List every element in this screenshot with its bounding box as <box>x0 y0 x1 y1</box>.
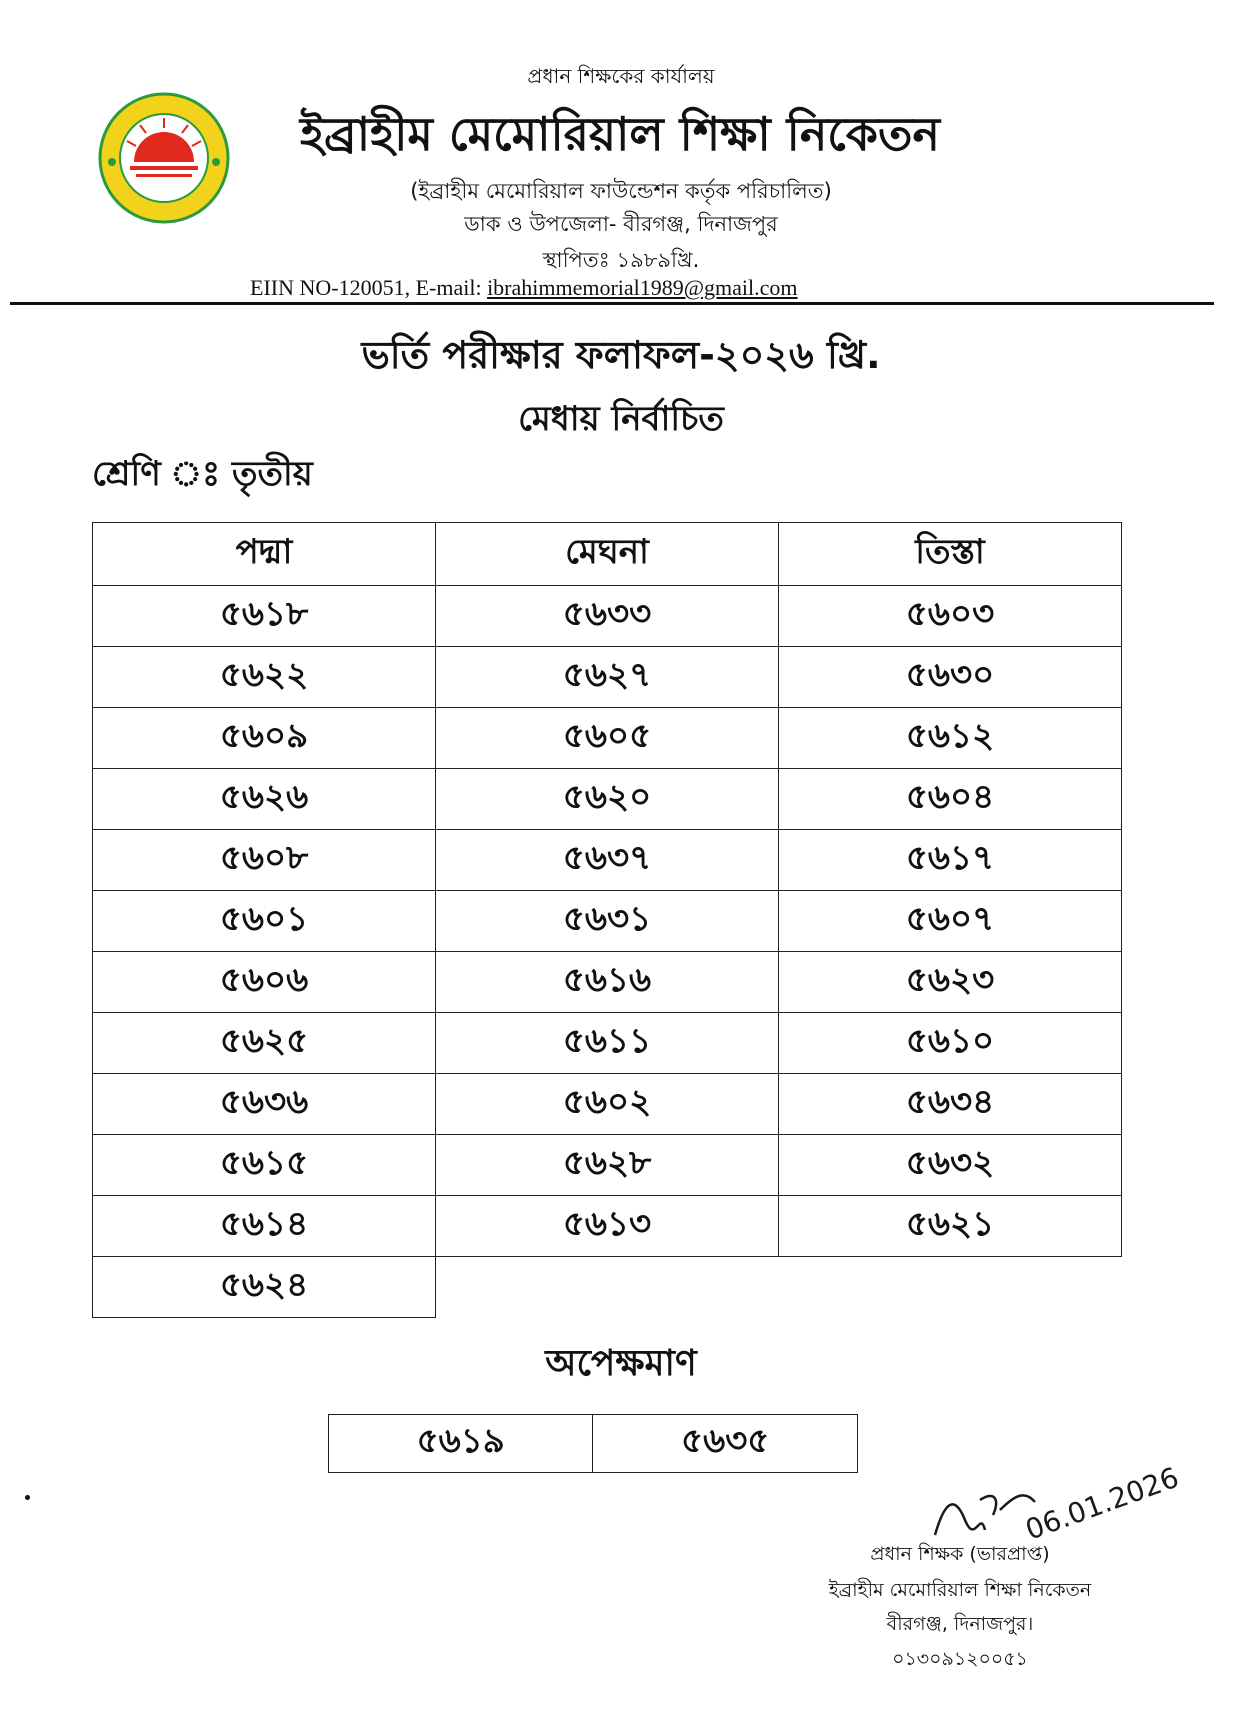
header-divider <box>10 302 1214 305</box>
roll-number-cell: ৫৬২৭ <box>436 647 779 708</box>
empty-cell <box>436 1257 779 1318</box>
table-row <box>93 1257 1122 1318</box>
waiting-cell: ৫৬১৯ <box>329 1415 593 1473</box>
signatory-phone: ০১৩০৯১২০০৫১ <box>892 1648 1028 1670</box>
roll-number-cell: ৫৬২৮ <box>436 1135 779 1196</box>
roll-number-cell: ৫৬২০ <box>436 769 779 830</box>
roll-number-cell: ৫৬১৪ <box>93 1196 436 1257</box>
column-header: তিস্তা <box>779 523 1122 586</box>
roll-number-cell: ৫৬২৩ <box>779 952 1122 1013</box>
signatory-school: ইব্রাহীম মেমোরিয়াল শিক্ষা নিকেতন <box>828 1579 1092 1601</box>
table-header-row <box>93 523 1122 586</box>
roll-number-cell: ৫৬০১ <box>93 891 436 952</box>
table-row <box>93 952 1122 1013</box>
managed-by: (ইব্রাহীম মেমোরিয়াল ফাউন্ডেশন কর্তৃক পরিচালিত) <box>410 179 832 203</box>
roll-number-cell: ৫৬২৪ <box>93 1257 436 1318</box>
table-row <box>93 1074 1122 1135</box>
waiting-cell: ৫৬৩৫ <box>593 1415 858 1473</box>
roll-number-cell: ৫৬১৫ <box>93 1135 436 1196</box>
empty-cell <box>779 1257 1122 1318</box>
table-row <box>93 1013 1122 1074</box>
results-body <box>93 586 1122 1318</box>
table-row <box>93 708 1122 769</box>
roll-number-cell: ৫৬৩৩ <box>436 586 779 647</box>
results-table <box>92 522 1122 1318</box>
roll-number-cell: ৫৬০৮ <box>93 830 436 891</box>
column-header: পদ্মা <box>93 523 436 586</box>
stray-mark <box>25 1495 30 1500</box>
class-label: শ্রেণি ঃ তৃতীয় <box>92 454 313 494</box>
eiin-text: EIIN NO-120051, E-mail: <box>250 275 488 300</box>
roll-number-cell: ৫৬১২ <box>779 708 1122 769</box>
contact-line <box>250 275 798 301</box>
school-name: ইব্রাহীম মেমোরিয়াল শিক্ষা নিকেতন <box>300 107 940 161</box>
office-label: প্রধান শিক্ষকের কার্যালয় <box>527 64 715 88</box>
roll-number-cell: ৫৬০৯ <box>93 708 436 769</box>
roll-number-cell: ৫৬১০ <box>779 1013 1122 1074</box>
roll-number-cell: ৫৬০৬ <box>93 952 436 1013</box>
roll-number-cell: ৫৬৩৪ <box>779 1074 1122 1135</box>
waiting-title: অপেক্ষমাণ <box>545 1343 697 1384</box>
table-row <box>93 830 1122 891</box>
handwritten-signature <box>925 1440 1185 1550</box>
signatory-title: প্রধান শিক্ষক (ভারপ্রাপ্ত) <box>870 1543 1050 1565</box>
roll-number-cell: ৫৬১৮ <box>93 586 436 647</box>
roll-number-cell: ৫৬০৭ <box>779 891 1122 952</box>
waiting-table <box>328 1414 858 1473</box>
roll-number-cell: ৫৬২৬ <box>93 769 436 830</box>
roll-number-cell: ৫৬৩২ <box>779 1135 1122 1196</box>
table-row <box>93 1135 1122 1196</box>
signatory-address: বীরগঞ্জ, দিনাজপুর। <box>886 1613 1034 1635</box>
roll-number-cell: ৫৬০৩ <box>779 586 1122 647</box>
roll-number-cell: ৫৬১৭ <box>779 830 1122 891</box>
email-link[interactable]: ibrahimmemorial1989@gmail.com <box>487 275 798 300</box>
page-subtitle: মেধায় নির্বাচিত <box>518 399 724 439</box>
roll-number-cell: ৫৬০৪ <box>779 769 1122 830</box>
roll-number-cell: ৫৬৩০ <box>779 647 1122 708</box>
roll-number-cell: ৫৬১৬ <box>436 952 779 1013</box>
table-row <box>93 586 1122 647</box>
roll-number-cell: ৫৬১১ <box>436 1013 779 1074</box>
roll-number-cell: ৫৬০৫ <box>436 708 779 769</box>
roll-number-cell: ৫৬০২ <box>436 1074 779 1135</box>
roll-number-cell: ৫৬২৫ <box>93 1013 436 1074</box>
roll-number-cell: ৫৬৩৬ <box>93 1074 436 1135</box>
table-row <box>93 647 1122 708</box>
table-row <box>93 1196 1122 1257</box>
handwritten-date: 06.01.2026 <box>1021 1460 1184 1547</box>
school-address: ডাক ও উপজেলা- বীরগঞ্জ, দিনাজপুর <box>464 212 778 236</box>
table-row <box>93 769 1122 830</box>
column-header: মেঘনা <box>436 523 779 586</box>
established-date: স্থাপিতঃ ১৯৮৯খ্রি. <box>542 248 700 272</box>
roll-number-cell: ৫৬২১ <box>779 1196 1122 1257</box>
page-title: ভর্তি পরীক্ষার ফলাফল-২০২৬ খ্রি. <box>361 333 881 377</box>
roll-number-cell: ৫৬৩১ <box>436 891 779 952</box>
roll-number-cell: ৫৬১৩ <box>436 1196 779 1257</box>
roll-number-cell: ৫৬২২ <box>93 647 436 708</box>
table-row <box>329 1415 858 1473</box>
roll-number-cell: ৫৬৩৭ <box>436 830 779 891</box>
table-row <box>93 891 1122 952</box>
